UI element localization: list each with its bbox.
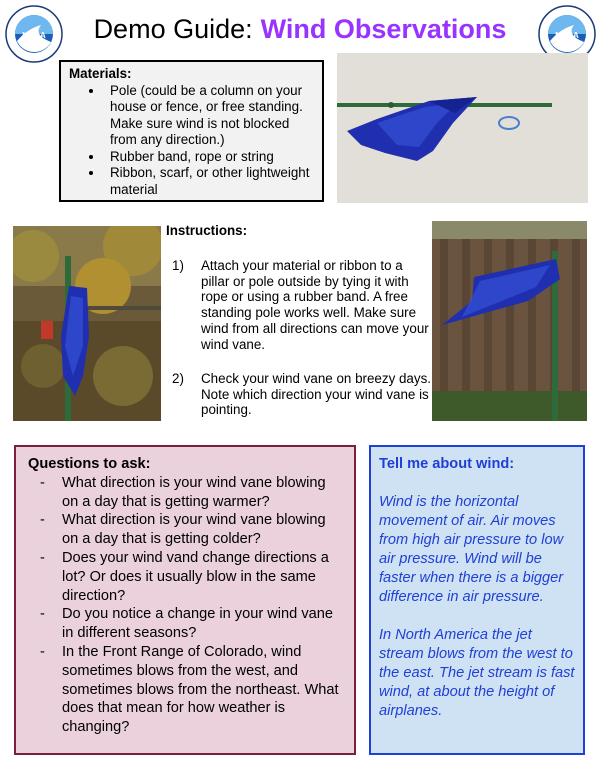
list-item: - Does your wind vand change directions a lot? Or does it usually blow in the same direction?: [28, 549, 344, 605]
tell-me-paragraph: In North America the jet stream blows from the west to the east. The jet stream is fast wind, at about the height of airplanes.: [379, 627, 575, 719]
step-text: Check your wind vane on breezy days. Note which direction your wind vane is pointing.: [201, 371, 431, 418]
title-highlight: Wind Observations: [260, 14, 507, 44]
tell-me-paragraph: Wind is the horizontal movement of air. Air moves from high air pressure to low air pressure. Wind will be faster when there is a bigger difference in air pressure.: [379, 494, 564, 605]
instruction-step: [172, 258, 430, 352]
instruction-step: [172, 371, 430, 421]
materials-photo: [337, 53, 588, 203]
tell-me-heading: Tell me about wind:: [379, 456, 515, 472]
step-number: 2): [172, 371, 184, 386]
list-item: - What direction is your wind vane blowing on a day that is getting colder?: [28, 511, 344, 549]
tell-me-box: [369, 445, 585, 755]
questions-box: [14, 445, 356, 755]
list-item: - What direction is your wind vane blowing on a day that is getting warmer?: [28, 474, 344, 512]
list-item: - Do you notice a change in your wind vane in different seasons?: [28, 605, 344, 643]
svg-text:NOAA: NOAA: [22, 31, 46, 40]
svg-text:NOAA: NOAA: [555, 31, 579, 40]
questions-list: [28, 474, 344, 737]
list-item: • Ribbon, scarf, or other lightweight material: [104, 165, 314, 198]
title-prefix: Demo Guide:: [93, 14, 253, 44]
materials-list: [69, 83, 314, 199]
step-number: 1): [172, 258, 184, 273]
materials-heading: Materials:: [69, 66, 132, 81]
step-text: Attach your material or ribbon to a pillar or pole outside by tying it with rope or using a rubber band. A free standing pole works well. Make sure wind from all directions can move your wind vane.: [201, 258, 429, 352]
list-item: - In the Front Range of Colorado, wind sometimes blows from the west, and sometimes blows from the northeast. What does that mean for how weather is changing?: [28, 643, 344, 737]
page-title: [0, 14, 600, 45]
questions-heading: Questions to ask:: [28, 456, 151, 472]
fence-wind-vane-photo: [432, 221, 587, 421]
materials-box: [59, 60, 324, 202]
garden-wind-vane-photo: [13, 226, 161, 421]
list-item: • Pole (could be a column on your house or fence, or free standing. Make sure wind is not blocked from any direction.): [104, 83, 314, 149]
instructions-heading: Instructions:: [166, 223, 248, 238]
list-item: • Rubber band, rope or string: [104, 149, 314, 166]
